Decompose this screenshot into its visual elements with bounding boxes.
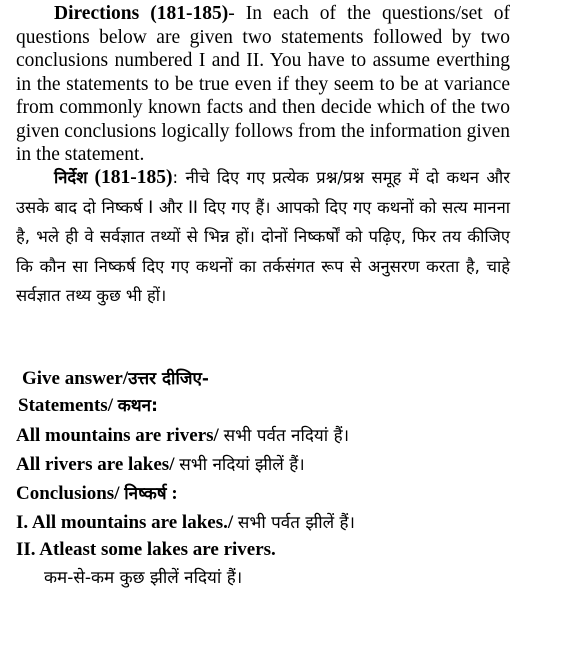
give-answer: Give answer/उत्तर दीजिए- [22,368,209,389]
directions-heading-hi: निर्देश [54,168,88,187]
conclusion-2-hindi: कम-से-कम कुछ झीलें नदियां हैं। [44,568,243,588]
conclusions-label: Conclusions/ निष्कर्ष : [16,483,178,504]
conclusion-2: II. Atleast some lakes are rivers. [16,539,276,560]
directions-hindi [16,163,510,311]
statement-2: All rivers are lakes/ सभी नदियां झीलें हैं। [16,454,305,475]
directions-text-hi: : नीचे दिए गए प्रत्येक प्रश्न/प्रश्न समूह में दो कथन और उसके बाद दो निष्कर्ष I और II दिए गए हैं। आपको दिए गए कथनों को सत्य मानना है, भले ही वे सर्वज्ञात तथ्यों से भिन्न हों। दोनों निष्कर्षों को पढ़िए, फिर तय कीजिए कि कौन सा निष्कर्ष दिए गए कथनों का तर्कसंगत रूप से अनुसरण करता है, चाहे सर्वज्ञात तथ्य कुछ भी हों। [16,168,511,305]
directions-text-en: - In each of the questions/set of questions below are given two statements followed by two conclusions numbered I and II. You have to assume everthing in the statements to be true even if they seem to be at variance from commonly known facts and then decide which of the two given conclusions logically follows from the information given in the statement. [16,3,510,165]
directions-range-hi: (181-185) [87,167,173,188]
directions-heading: Directions (181-185) [54,3,229,24]
conclusion-1: I. All mountains are lakes./ सभी पर्वत झीलें हैं। [16,512,355,533]
directions-english [16,2,510,167]
statements-label: Statements/ कथन: [18,395,158,416]
statement-1: All mountains are rivers/ सभी पर्वत नदियां हैं। [16,425,350,446]
